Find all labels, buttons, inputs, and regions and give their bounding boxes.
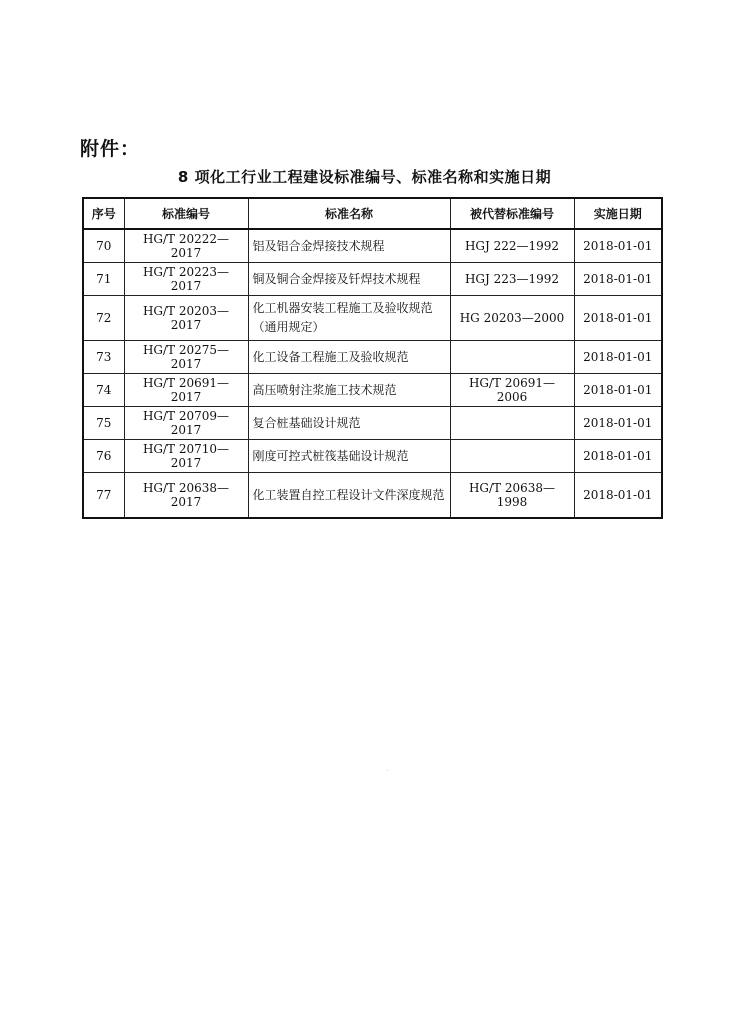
cell-replaced: HG/T 20691—2006 [450, 374, 574, 407]
cell-no: 75 [83, 407, 124, 440]
cell-name: 化工机器安装工程施工及验收规范（通用规定） [248, 296, 450, 341]
cell-date: 2018-01-01 [574, 229, 662, 263]
scan-speck [387, 770, 388, 771]
header-replaced: 被代替标准编号 [450, 198, 574, 229]
cell-name: 高压喷射注浆施工技术规范 [248, 374, 450, 407]
cell-replaced: HG 20203—2000 [450, 296, 574, 341]
cell-code: HG/T 20710—2017 [124, 440, 248, 473]
cell-replaced: HGJ 223—1992 [450, 263, 574, 296]
cell-date: 2018-01-01 [574, 407, 662, 440]
cell-no: 72 [83, 296, 124, 341]
cell-code: HG/T 20638—2017 [124, 473, 248, 519]
cell-code: HG/T 20222—2017 [124, 229, 248, 263]
cell-replaced [450, 407, 574, 440]
cell-date: 2018-01-01 [574, 374, 662, 407]
cell-code: HG/T 20203—2017 [124, 296, 248, 341]
cell-name: 化工装置自控工程设计文件深度规范 [248, 473, 450, 519]
cell-code: HG/T 20223—2017 [124, 263, 248, 296]
cell-name: 铝及铝合金焊接技术规程 [248, 229, 450, 263]
table-row [83, 473, 662, 519]
cell-replaced [450, 341, 574, 374]
cell-code: HG/T 20275—2017 [124, 341, 248, 374]
cell-name: 复合桩基础设计规范 [248, 407, 450, 440]
table-row [83, 407, 662, 440]
cell-code: HG/T 20709—2017 [124, 407, 248, 440]
cell-no: 77 [83, 473, 124, 519]
cell-name: 刚度可控式桩筏基础设计规范 [248, 440, 450, 473]
attachment-label: 附件： [80, 138, 141, 160]
cell-no: 76 [83, 440, 124, 473]
table-row [83, 263, 662, 296]
cell-date: 2018-01-01 [574, 440, 662, 473]
cell-date: 2018-01-01 [574, 263, 662, 296]
cell-code: HG/T 20691—2017 [124, 374, 248, 407]
cell-no: 74 [83, 374, 124, 407]
table-row [83, 374, 662, 407]
header-date: 实施日期 [574, 198, 662, 229]
header-code: 标准编号 [124, 198, 248, 229]
cell-date: 2018-01-01 [574, 473, 662, 519]
table-row [83, 296, 662, 341]
cell-name: 铜及铜合金焊接及钎焊技术规程 [248, 263, 450, 296]
cell-replaced [450, 440, 574, 473]
cell-no: 71 [83, 263, 124, 296]
header-no: 序号 [83, 198, 124, 229]
header-name: 标准名称 [248, 198, 450, 229]
standards-table [82, 197, 663, 519]
cell-no: 70 [83, 229, 124, 263]
table-header-row [83, 198, 662, 229]
cell-replaced: HG/T 20638—1998 [450, 473, 574, 519]
table-row [83, 341, 662, 374]
document-title: 8 项化工行业工程建设标准编号、标准名称和实施日期 [177, 168, 552, 186]
table-row [83, 229, 662, 263]
cell-no: 73 [83, 341, 124, 374]
cell-date: 2018-01-01 [574, 341, 662, 374]
cell-date: 2018-01-01 [574, 296, 662, 341]
cell-name: 化工设备工程施工及验收规范 [248, 341, 450, 374]
table-row [83, 440, 662, 473]
cell-replaced: HGJ 222—1992 [450, 229, 574, 263]
